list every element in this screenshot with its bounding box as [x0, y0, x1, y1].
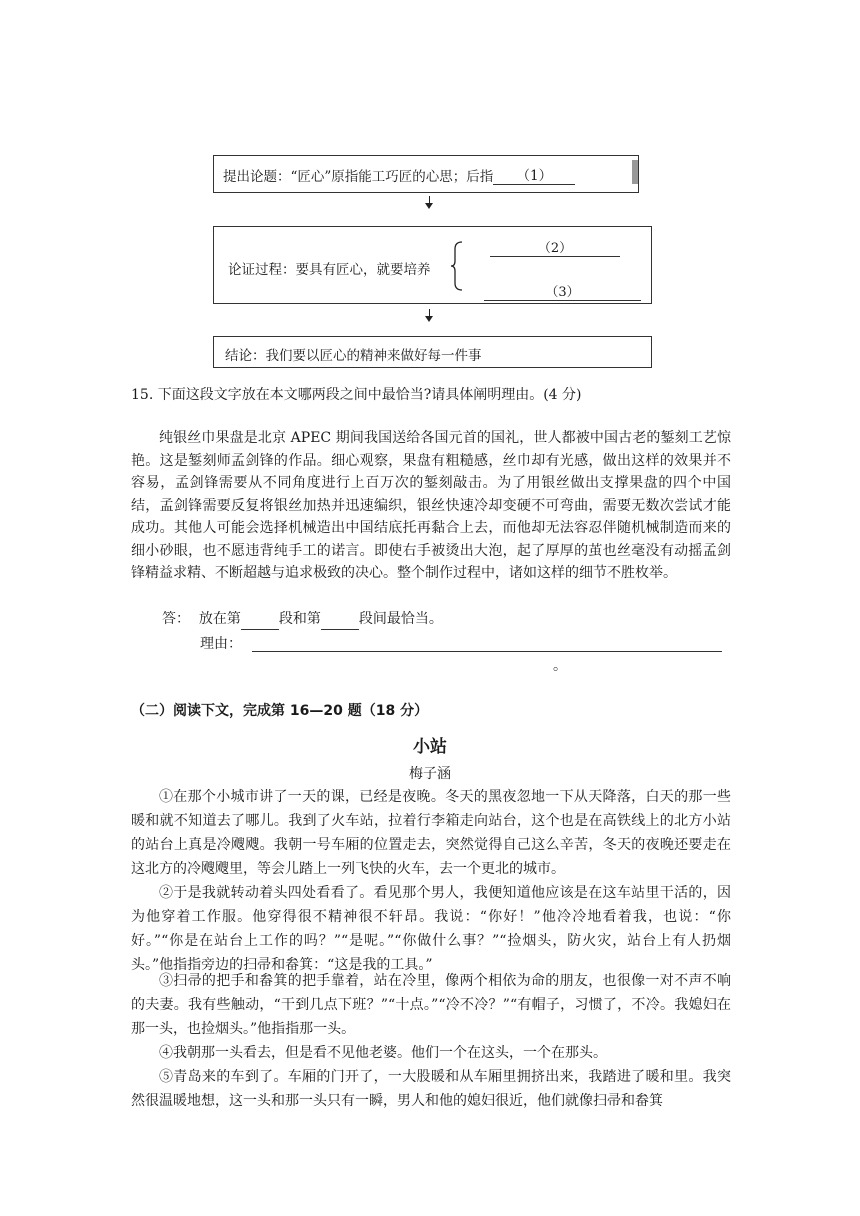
- blank-2[interactable]: （2）: [490, 237, 620, 257]
- topic-text: 提出论题：“匠心”原指能工巧匠的心思；后指: [223, 169, 494, 185]
- reason-label: 理由：: [200, 636, 242, 652]
- story-paragraph: ④我朝那一头看去，但是看不见他老婆。他们一个在这头，一个在那头。: [159, 1045, 607, 1061]
- diagram-box-topic: [213, 155, 639, 193]
- conclusion-text: 结论：我们要以匠心的精神来做好每一件事: [225, 348, 482, 364]
- story-author: 梅子涵: [409, 766, 451, 782]
- page-edge-mark: [632, 160, 638, 184]
- answer-blank-1[interactable]: [241, 615, 279, 630]
- story-paragraph: ②于是我就转动着头四处看看了。看见那个男人，我便知道他应该是在这车站里干活的，因为他穿着工作服。他穿得很不精神很不轩昂。我说：“你好！”他冷冷地看着我，也说：“你好。”“你是在站台上工作的吗？”“是呢。”“你做什么事？”“捡烟头，防火灾，站台上有人扔烟头。”他指指旁边的扫帚和畚箕：“这是我的工具。”: [131, 885, 731, 973]
- question-15-passage: 纯银丝巾果盘是北京 APEC 期间我国送给各国元首的国礼，世人都被中国古老的錾刻工艺惊艳。这是錾刻师孟剑锋的作品。细心观察，果盘有粗糙感，丝巾却有光感，做出这样的效果并不容易，孟剑锋需要从不同角度进行上百万次的錾刻敲击。为了用银丝做出支撑果盘的四个中国结，孟剑锋需要反复将银丝加热并迅速编织，银丝快速冷却变硬不可弯曲，需要无数次尝试才能成功。其他人可能会选择机械造出中国结底托再黏合上去，而他却无法容忍伴随机械制造而来的细小砂眼，也不愿违背纯手工的诺言。即使右手被烫出大泡，起了厚厚的茧也丝毫没有动摇孟剑锋精益求精、不断超越与追求极致的决心。整个制作过程中，诸如这样的细节不胜枚举。: [131, 430, 731, 581]
- story-paragraph: ①在那个小城市讲了一天的课，已经是夜晚。冬天的黑夜忽地一下从天降落，白天的那一些暖和就不知道去了哪儿。我到了火车站，拉着行李箱走向站台，这个也是在高铁线上的北方小站的站台上真是冷飕飕。我朝一号车厢的位置走去，突然觉得自己这么辛苦，冬天的夜晚还要走在这北方的冷飕飕里，等会儿踏上一列飞快的火车，去一个更北的城市。: [131, 789, 731, 877]
- reason-input-line[interactable]: [252, 651, 722, 652]
- story-title: 小站: [413, 737, 447, 757]
- reason-end-mark: 。: [553, 658, 567, 674]
- argument-text: 论证过程：要具有匠心，就要培养: [228, 262, 431, 278]
- question-15-title: 15. 下面这段文字放在本文哪两段之间中最恰当?请具体阐明理由。(4 分): [131, 387, 582, 403]
- brace-icon: [450, 241, 464, 291]
- arrow-down-icon: [425, 316, 433, 322]
- section-2-heading: （二）阅读下文，完成第 16—20 题（18 分）: [131, 703, 429, 719]
- story-paragraph: ③扫帚的把手和畚箕的把手靠着，站在冷里，像两个相依为命的朋友，也很像一对不声不响的夫妻。我有些触动，“干到几点下班？”“十点。”“冷不冷？”“有帽子，习惯了，不冷。我媳妇在那一头，也捡烟头。”他指指那一头。: [131, 973, 731, 1037]
- blank-3[interactable]: （3）: [484, 281, 641, 301]
- diagram-box-argument: [213, 226, 652, 304]
- answer-blank-2[interactable]: [321, 615, 359, 630]
- blank-1[interactable]: （1）: [493, 164, 575, 185]
- arrow-down-icon: [425, 203, 433, 209]
- story-paragraph: ⑤青岛来的车到了。车厢的门开了，一大股暖和从车厢里拥挤出来，我踏进了暖和里。我突然很温暖地想，这一头和那一头只有一瞬，男人和他的媳妇很近，他们就像扫帚和畚箕: [131, 1069, 731, 1109]
- answer-line: 答： 放在第 段和第 段间最恰当。: [162, 608, 443, 630]
- diagram-box-conclusion: [213, 336, 652, 368]
